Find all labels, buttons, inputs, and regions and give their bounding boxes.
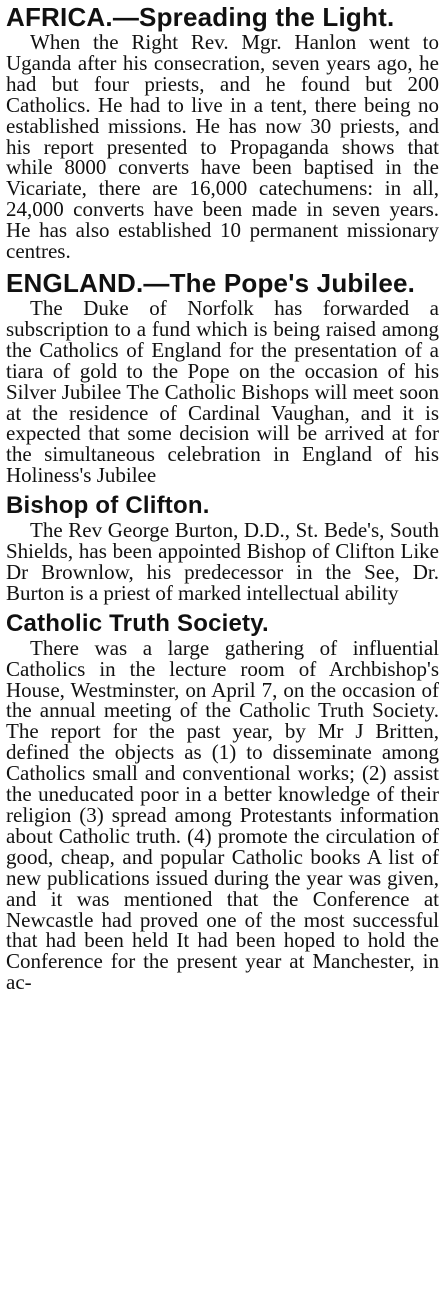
article-england xyxy=(6,268,439,486)
article-body: The Duke of Norfolk has forwarded a subscription to a fund which is being raised among the Catholics of England for the presentation of a tiara of gold to the Pope on the occasion of his Silver Jubilee The Catholic Bishops will meet soon at the residence of Cardinal Vaughan, and it is expected that some decision will be arrived at for the simultaneous celebration in England of his Holiness's Jubilee xyxy=(6,295,439,488)
article-catholic-truth-society xyxy=(6,610,439,993)
article-africa xyxy=(6,2,439,262)
article-heading: Bishop of Clifton. xyxy=(6,492,210,520)
article-body: When the Right Rev. Mgr. Hanlon went to Uganda after his consecration, seven years ago, he had but four priests, and he found but 200 Catholics. He had to live in a tent, there being no established missions. He has now 30 priests, and his report presented to Propaganda shows that while 8000 converts have been baptised in the Vicariate, there are 16,000 catechumens: in all, 24,000 converts have been made in seven years. He has also established 10 permanent missionary centres. xyxy=(6,30,439,264)
article-heading: AFRICA.—Spreading the Light. xyxy=(6,2,395,32)
article-heading: Catholic Truth Society. xyxy=(6,609,269,637)
article-body: The Rev George Burton, D.D., St. Bede's, South Shields, has been appointed Bishop of Clifton Like Dr Brownlow, his predecessor in the See, Dr. Burton is a priest of marked intellectual ability xyxy=(6,518,439,605)
article-heading: ENGLAND.—The Pope's Jubilee. xyxy=(6,267,416,298)
article-bishop-of-clifton xyxy=(6,492,439,604)
article-body: There was a large gathering of influential Catholics in the lecture room of Archbishop's House, Westminster, on April 7, on the occasion of the annual meeting of the Catholic Truth Society. The report for the past year, by Mr J Britten, defined the objects as (1) to disseminate among Catholics small and conventional works; (2) assist the uneducated poor in a better knowledge of their religion (3) spread among Protestants information about Catholic truth. (4) promote the circulation of good, cheap, and popular Catholic books A list of new publications issued during the year was given, and it was mentioned that the Conference at Newcastle had proved one of the most successful that had been held It had been hoped to hold the Conference for the present year at Manchester, in ac- xyxy=(6,635,439,995)
